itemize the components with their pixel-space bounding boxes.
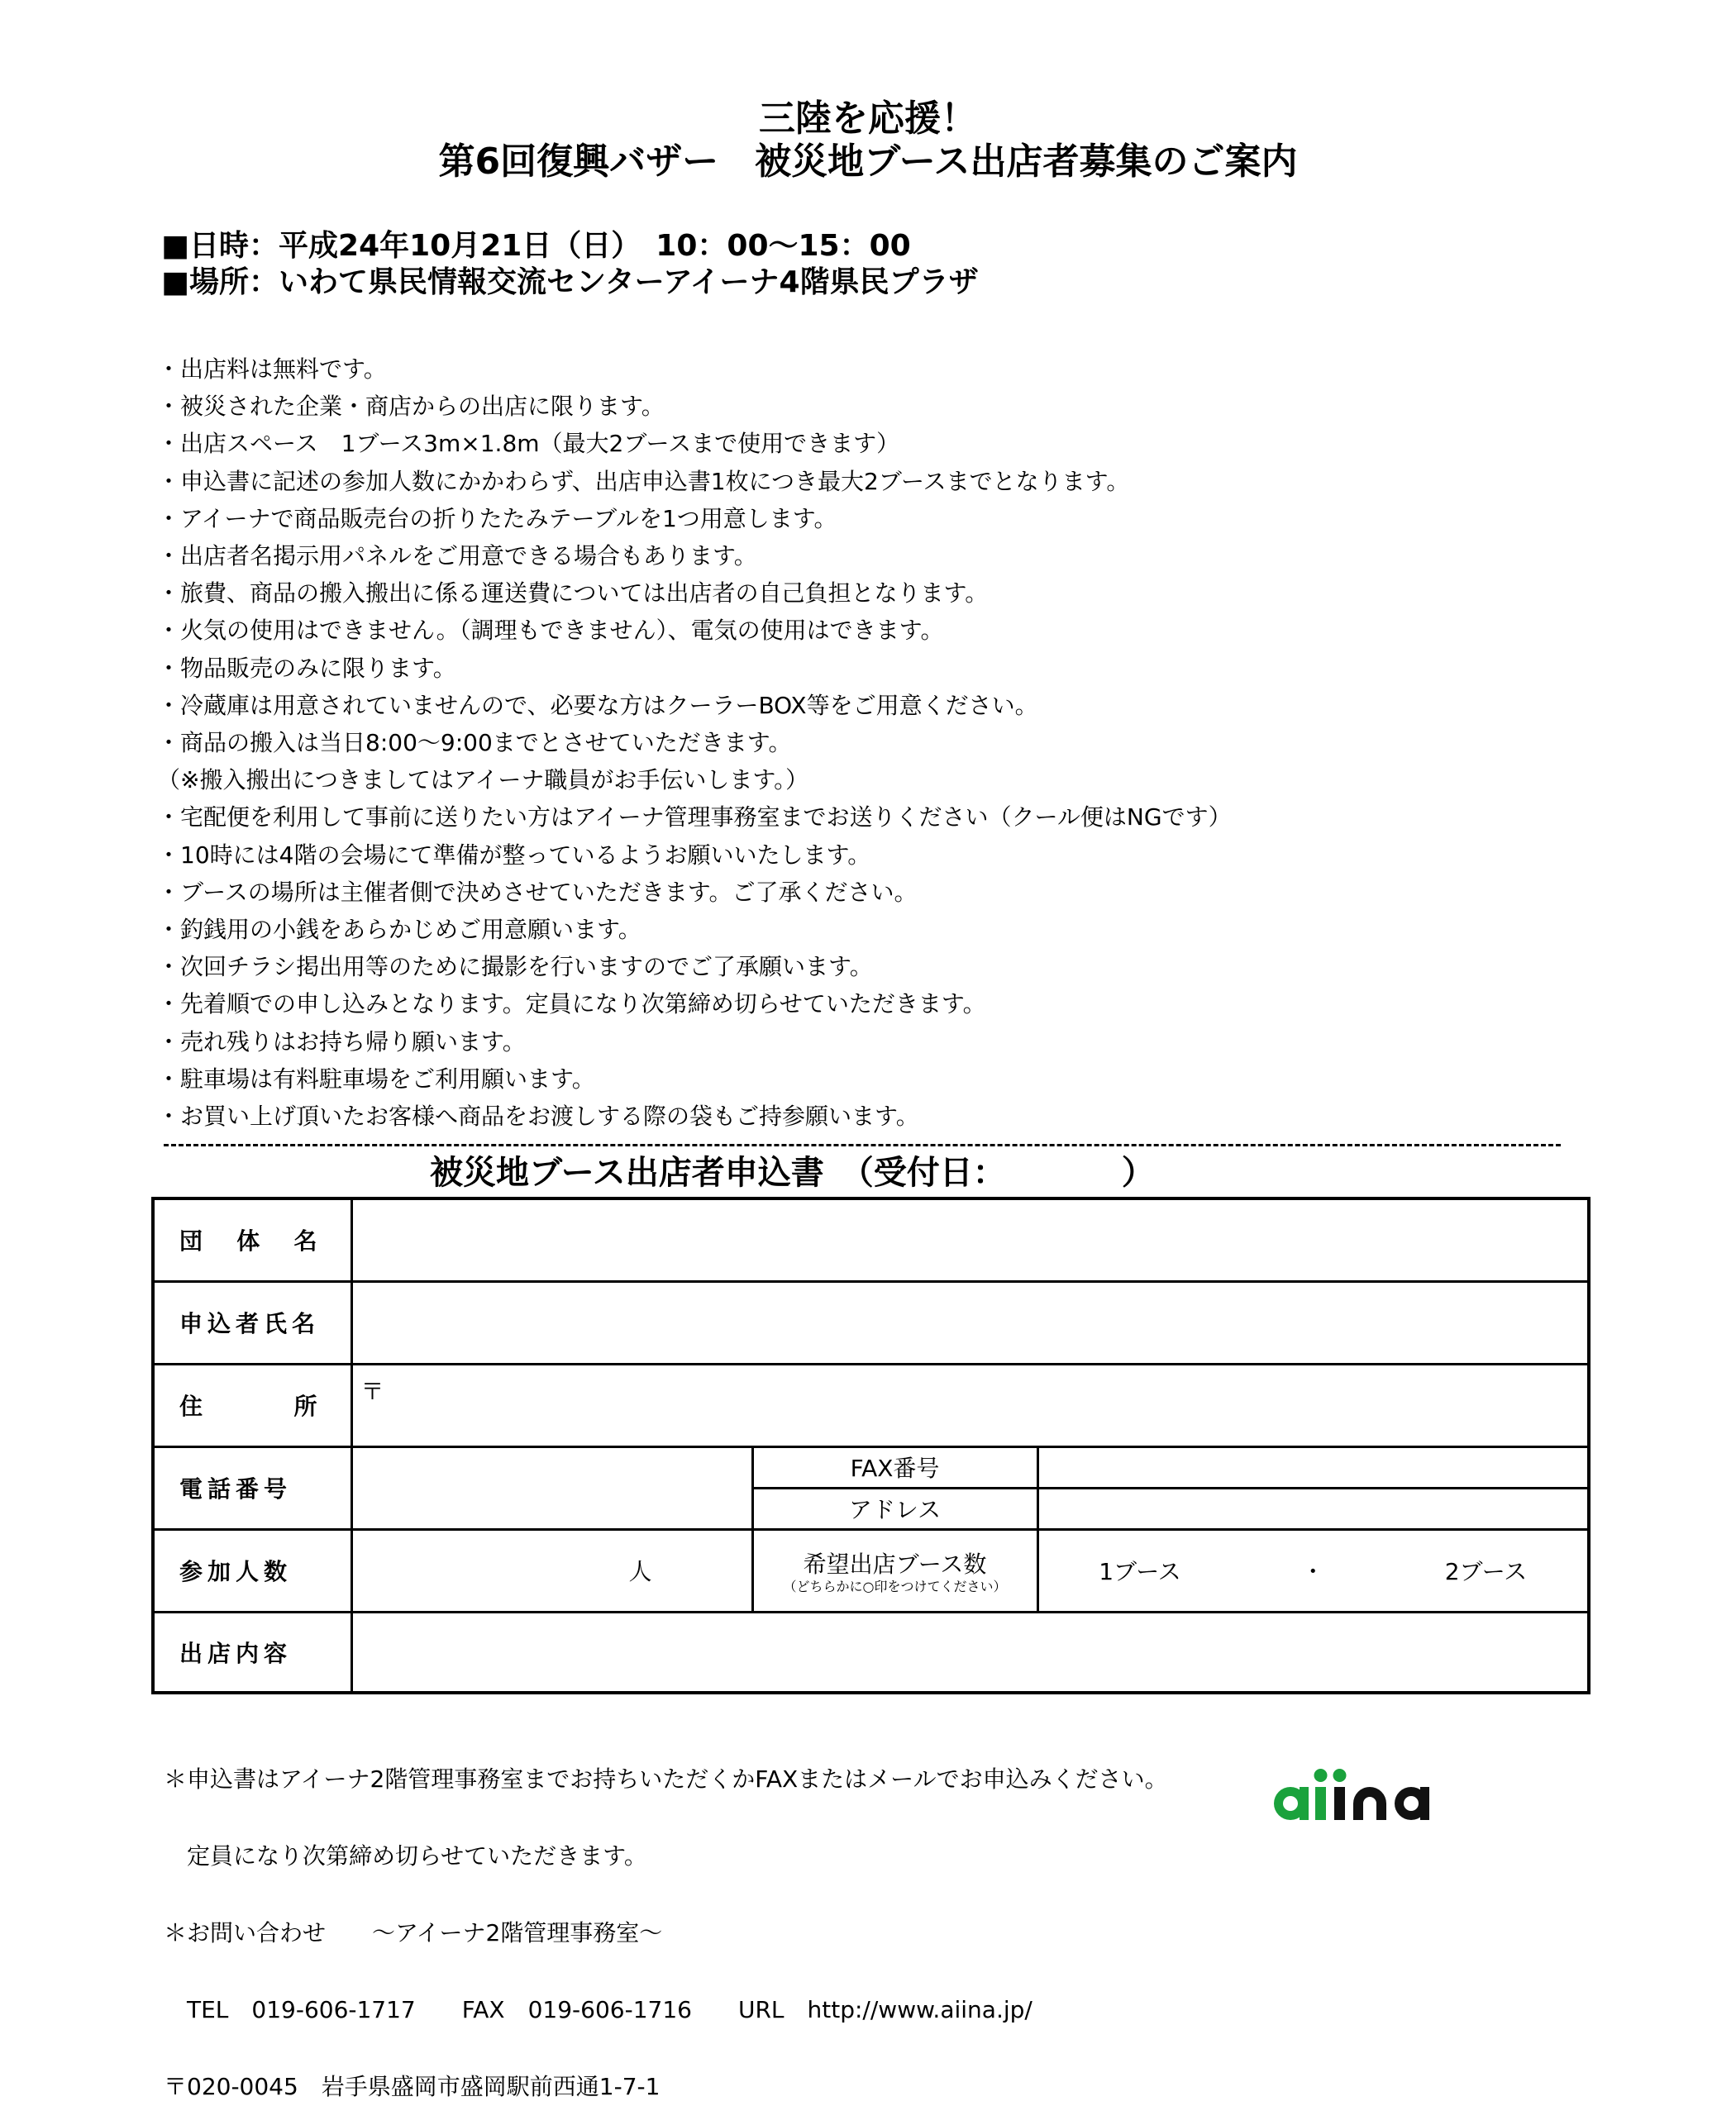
list-item: ・旅費、商品の搬入搬出に係る運送費については出店者の自己負担となります。 [157, 579, 989, 607]
fax-field[interactable] [1037, 1446, 1589, 1488]
booth-count-hint: （どちらかに○印をつけてください） [783, 1579, 1007, 1594]
list-item: ・出店者名掲示用パネルをご用意できる場合もあります。 [157, 542, 757, 570]
list-item: ・宅配便を利用して事前に送りたい方はアイーナ管理事務室までお送りください（クール便はNGです） [157, 803, 1232, 831]
list-item: ・冷蔵庫は用意されていませんので、必要な方はクーラーBOX等をご用意ください。 [157, 691, 1038, 719]
list-item: ・物品販売のみに限ります。 [157, 654, 456, 682]
participants-unit: 人 [628, 1558, 652, 1585]
form-title: 被災地ブース出店者申込書 （受付日： ） [430, 1154, 1155, 1192]
list-item: ・火気の使用はできません。（調理もできません）、電気の使用はできます。 [157, 617, 944, 645]
application-form [151, 1197, 1591, 1694]
page-title-line2: 第6回復興バザー 被災地ブース出店者募集のご案内 [438, 141, 1298, 183]
booth-count-label: 希望出店ブース数 （どちらかに○印をつけてください） [752, 1529, 1037, 1612]
booth-option-1[interactable]: 1ブース [1099, 1558, 1181, 1585]
participants-label: 参加人数 [153, 1529, 351, 1612]
content-label: 出店内容 [153, 1612, 351, 1693]
applicant-name-field[interactable] [351, 1281, 1589, 1364]
fax-label: FAX番号 [752, 1446, 1037, 1488]
footer-notes [164, 1715, 1168, 2125]
list-item: ・出店スペース 1ブース3m×1.8m（最大2ブースまで使用できます） [157, 430, 900, 458]
list-item: ・お買い上げ頂いたお客様へ商品をお渡しする際の袋もご持参願います。 [157, 1103, 919, 1131]
list-item: ・売れ残りはお持ち帰り願います。 [157, 1027, 526, 1055]
list-item: ・出店料は無料です。 [157, 355, 387, 383]
content-field[interactable] [351, 1612, 1589, 1693]
phone-label: 電話番号 [153, 1446, 351, 1529]
address-label: 住 所 [153, 1364, 351, 1446]
list-item: ・次回チラシ掲出用等のために撮影を行いますのでご了承願います。 [157, 953, 873, 981]
event-datetime: ■日時：平成24年10月21日（日） 10：00～15：00 [161, 229, 911, 263]
list-item: ・先着順での申し込みとなります。定員になり次第締め切らせていただきます。 [157, 990, 986, 1018]
applicant-name-label: 申込者氏名 [153, 1281, 351, 1364]
list-item: ・被災された企業・商店からの出店に限ります。 [157, 393, 665, 421]
address-field[interactable] [351, 1364, 1589, 1446]
page-title-line1: 三陸を応援！ [759, 98, 977, 140]
booth-separator: ・ [1301, 1558, 1325, 1585]
list-item: ・10時には4階の会場にて準備が整っているようお願いいたします。 [157, 841, 871, 869]
list-item: ・駐車場は有料駐車場をご利用願います。 [157, 1065, 595, 1093]
notice-list [157, 350, 1232, 1135]
email-label: アドレス [752, 1488, 1037, 1529]
aiina-logo-icon [1269, 1765, 1459, 1823]
note-line: ＊申込書はアイーナ2階管理事務室までお持ちいただくかFAXまたはメールでお申込みください。 [164, 1765, 1168, 1793]
note-line: ＊お問い合わせ ～アイーナ2階管理事務室～ [164, 1919, 663, 1946]
list-item: ・申込書に記述の参加人数にかかわらず、出店申込書1枚につき最大2ブースまでとなります。 [157, 467, 1130, 495]
cut-line-divider [164, 1144, 1561, 1146]
participants-field[interactable] [351, 1529, 752, 1612]
email-field[interactable] [1037, 1488, 1589, 1529]
list-item: ・アイーナで商品販売台の折りたたみテーブルを1つ用意します。 [157, 504, 837, 532]
note-line: 定員になり次第締め切らせていただきます。 [164, 1842, 647, 1870]
org-name-label: 団 体 名 [153, 1198, 351, 1281]
booth-count-field[interactable] [1037, 1529, 1589, 1612]
org-name-field[interactable] [351, 1198, 1589, 1281]
list-item: ・釣銭用の小銭をあらかじめご用意願います。 [157, 916, 641, 944]
postal-mark: 〒 [360, 1377, 384, 1405]
list-item: ・商品の搬入は当日8:00～9:00までとさせていただきます。 [157, 729, 792, 757]
list-item: ・ブースの場所は主催者側で決めさせていただきます。ご了承ください。 [157, 878, 918, 906]
event-venue: ■場所：いわて県民情報交流センターアイーナ4階県民プラザ [161, 265, 979, 299]
address-line: 〒020-0045 岩手県盛岡市盛岡駅前西通1-7-1 [164, 2073, 661, 2100]
list-item: （※搬入搬出につきましてはアイーナ職員がお手伝いします。） [157, 766, 809, 794]
phone-field[interactable] [351, 1446, 752, 1529]
booth-option-2[interactable]: 2ブース [1444, 1558, 1528, 1585]
contact-line: TEL 019-606-1717 FAX 019-606-1716 URL http://www.aiina.jp/ [164, 1996, 1033, 2023]
